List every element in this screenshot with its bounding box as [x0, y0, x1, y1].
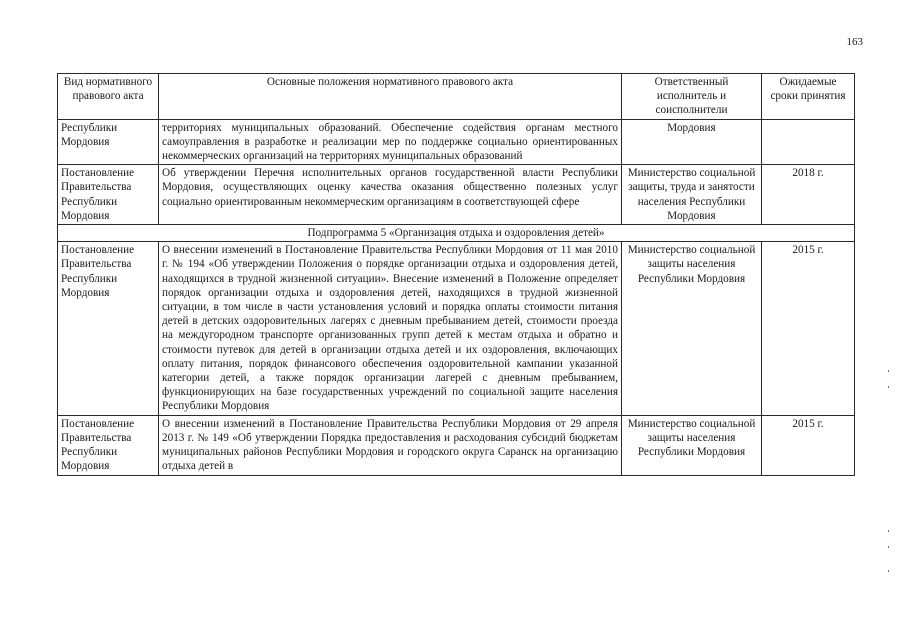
provisions-cell — [159, 415, 622, 475]
provisions-cell: территориях муниципальных образований. Обеспечение содействия органам местного самоуправления в разработке и реализации мер по поддержке социально ориентированных некоммерческих организаций на территориях муниципальных образований — [159, 119, 622, 165]
act-type-cell: Постановление Правительства Республики Мордовия — [58, 165, 159, 225]
provisions-cell: О внесении изменений в Постановление Правительства Республики Мордовия от 11 мая 2010 г. № 194 «Об утверждении Положения о порядке организации отдыха и оздоровления детей, находящихся в трудной жизненной ситуации». Внесение изменений в Положение определяет порядок организации отдыха и оздоровления детей, находящихся в трудной жизненной ситуации, в том числе в части установления условий и порядка оплаты стоимости питания детей в детских оздоровительных лагерях с дневным пребыванием детей, стоимости проезда на междугородном транспорте организованных групп детей к местам отдыха и обратно и стоимости путевок для детей в организации отдыха детей и их оздоровления, включающих оплату питания, порядок финансового обеспечения оздоровительной кампании указанной категории детей, а также порядок организации лагерей с дневным пребыванием, функционирующих на базе государственных учреждений по социальной защите населения Республики Мордовия — [159, 242, 622, 415]
page-number: 163 — [846, 36, 863, 48]
table-row — [58, 165, 855, 225]
term-cell — [762, 415, 855, 475]
act-type-cell — [58, 415, 159, 475]
executor-cell — [622, 415, 762, 475]
scan-margin-marks — [888, 370, 891, 600]
term-cell: 2018 г. — [762, 165, 855, 225]
provisions-cell: Об утверждении Перечня исполнительных органов государственной власти Республики Мордовия, осуществляющих оценку качества оказания общественно полезных услуг социально ориентированным некоммерческим организациям в соответствующей сфере — [159, 165, 622, 225]
executor-cell: Мордовия — [622, 119, 762, 165]
term-cell: 2015 г. — [762, 242, 855, 415]
legal-acts-table — [57, 73, 855, 476]
header-term: Ожидаемые сроки принятия — [762, 74, 855, 120]
executor-cell: Министерство социальной защиты, труда и занятости населения Республики Мордовия — [622, 165, 762, 225]
header-executor: Ответственный исполнитель и соисполнители — [622, 74, 762, 120]
term-cell — [762, 119, 855, 165]
provisions-text: О внесении изменений в Постановление Правительства Республики Мордовия от 29 апреля 2013 г. № 149 «Об утверждении Порядка предоставления и расходования субсидий бюджетам муниципальных районов Республики Мордовия и городского округа Саранск на организацию отдыха детей в — [162, 417, 618, 473]
term-text: 2015 г. — [792, 417, 824, 430]
subprogram-title: Подпрограмма 5 «Организация отдыха и оздоровления детей» — [58, 225, 855, 242]
act-type-text: Постановление Правительства Республики Мордовия — [61, 417, 135, 473]
header-act-type: Вид нормативного правового акта — [58, 74, 159, 120]
executor-text: Министерство социальной защиты населения Республики Мордовия — [627, 417, 756, 459]
subprogram-row — [58, 225, 855, 242]
header-provisions: Основные положения нормативного правового акта — [159, 74, 622, 120]
table-row — [58, 119, 855, 165]
table-row — [58, 242, 855, 415]
table-row — [58, 415, 855, 475]
act-type-cell: Республики Мордовия — [58, 119, 159, 165]
act-type-cell: Постановление Правительства Республики Мордовия — [58, 242, 159, 415]
table-header-row — [58, 74, 855, 120]
executor-cell: Министерство социальной защиты населения Республики Мордовия — [622, 242, 762, 415]
